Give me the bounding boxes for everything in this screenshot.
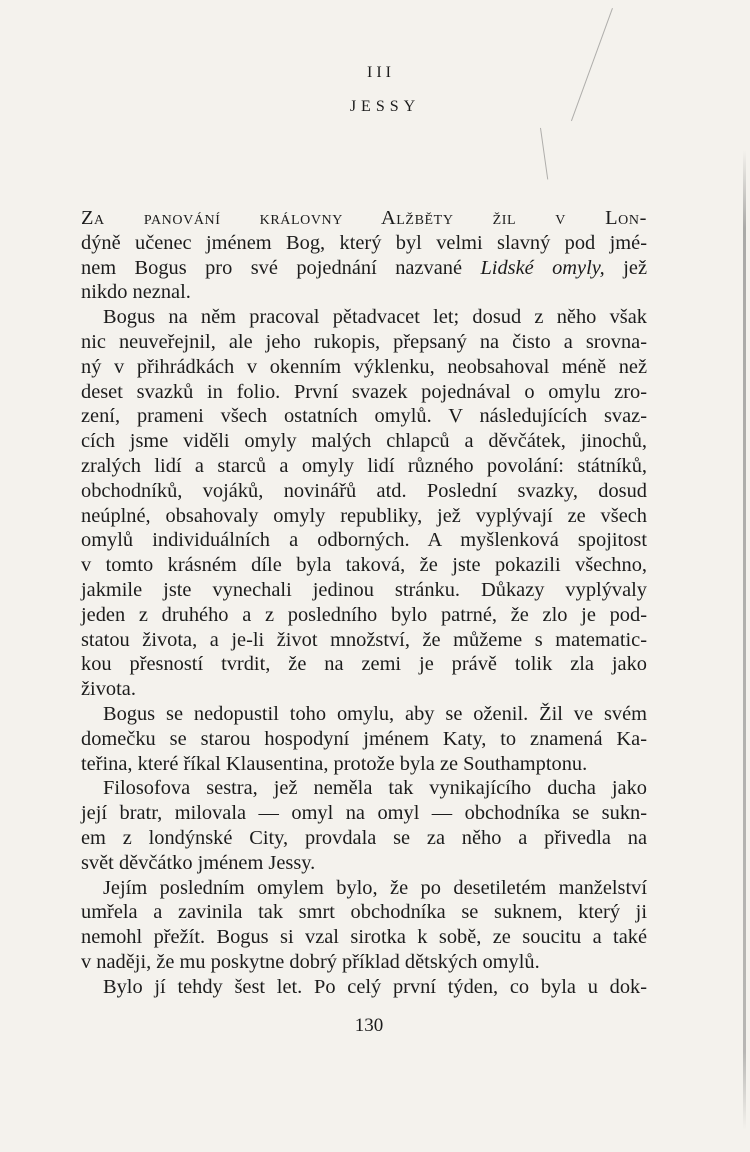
text-line: Bylo jí tehdy šest let. Po celý první týden, co byla u dok-: [103, 975, 647, 998]
chapter-number: III: [367, 64, 395, 81]
text-line: statou života, a je-li život množství, že můžeme s matematic-: [81, 628, 647, 651]
text-line: em z londýnské City, provdala se za něho a přivedla na: [81, 826, 647, 849]
text-line: dýně učenec jménem Bog, který byl velmi slavný pod jmé-: [81, 231, 647, 254]
text-line: umřela a zavinila tak smrt obchodníka se suknem, který ji: [81, 901, 647, 924]
body-text: [81, 206, 647, 1000]
page-number: 130: [354, 1015, 384, 1036]
text-line: Za panování královny Alžběty žil v Lon-: [81, 207, 647, 229]
text-line: Bogus na něm pracoval pětadvacet let; dosud z něho však: [103, 306, 647, 329]
text-line: nikdo neznal.: [81, 281, 191, 304]
text-fragment: jež: [604, 256, 647, 279]
text-line: cích jsme viděli omyly malých chlapců a děvčátek, jinochů,: [81, 430, 647, 453]
pencil-mark: [540, 128, 548, 180]
chapter-title: JESSY: [349, 98, 421, 115]
text-line: svět děvčátko jménem Jessy.: [81, 851, 316, 874]
text-line: obchodníků, vojáků, novinářů atd. Poslední svazky, dosud: [81, 479, 647, 502]
text-line: Filosofova sestra, jež neměla tak vynikajícího ducha jako: [103, 777, 647, 800]
text-line: v tomto krásném díle byla taková, že jste pokazili všechno,: [81, 554, 647, 577]
text-line: života.: [81, 678, 136, 701]
text-line: jakmile jste vynechali jedinou stránku. Důkazy vyplývaly: [81, 578, 647, 601]
text-line: nemohl přežít. Bogus si vzal sirotka k sobě, ze soucitu a také: [81, 926, 647, 949]
text-line: kou přesností tvrdit, že na zemi je právě tolik zla jako: [81, 653, 647, 676]
text-line: deset svazků in folio. První svazek pojednával o omylu zro-: [81, 380, 647, 403]
text-line: teřina, které říkal Klausentina, protože byla ze Southamptonu.: [81, 752, 588, 775]
text-line: jeden z druhého a z posledního bylo patrné, že zlo je pod-: [81, 603, 647, 626]
text-line: ný v přihrádkách v okenním výklenku, neobsahoval méně než: [81, 355, 647, 378]
text-line: [81, 256, 647, 281]
text-fragment: nem Bogus pro své pojednání nazvané: [81, 256, 481, 279]
text-line: její bratr, milovala — omyl na omyl — obchodníka se sukn-: [81, 802, 647, 825]
text-line: domečku se starou hospodyní jménem Katy, to znamená Ka-: [81, 727, 647, 750]
text-line: v naději, že mu poskytne dobrý příklad dětských omylů.: [81, 950, 540, 973]
page-edge-shadow: [743, 150, 746, 1130]
text-line: Bogus se nedopustil toho omylu, aby se oženil. Žil ve svém: [103, 702, 647, 725]
text-line: zralých lidí a starců a omyly lidí různého povolání: státníků,: [81, 454, 647, 477]
text-line: neúplné, obsahovaly omyly republiky, jež vyplývají ze všech: [81, 504, 647, 527]
text-line: omylů individuálních a odborných. A myšlenková spojitost: [81, 529, 647, 552]
text-line: Jejím posledním omylem bylo, že po desetiletém manželství: [103, 876, 647, 899]
book-title-italic: Lidské omyly,: [480, 256, 605, 279]
text-line: nic neuveřejnil, ale jeho rukopis, přepsaný na čisto a srovna-: [81, 330, 647, 353]
text-line: zení, prameni všech ostatních omylů. V následujících svaz-: [81, 405, 647, 428]
